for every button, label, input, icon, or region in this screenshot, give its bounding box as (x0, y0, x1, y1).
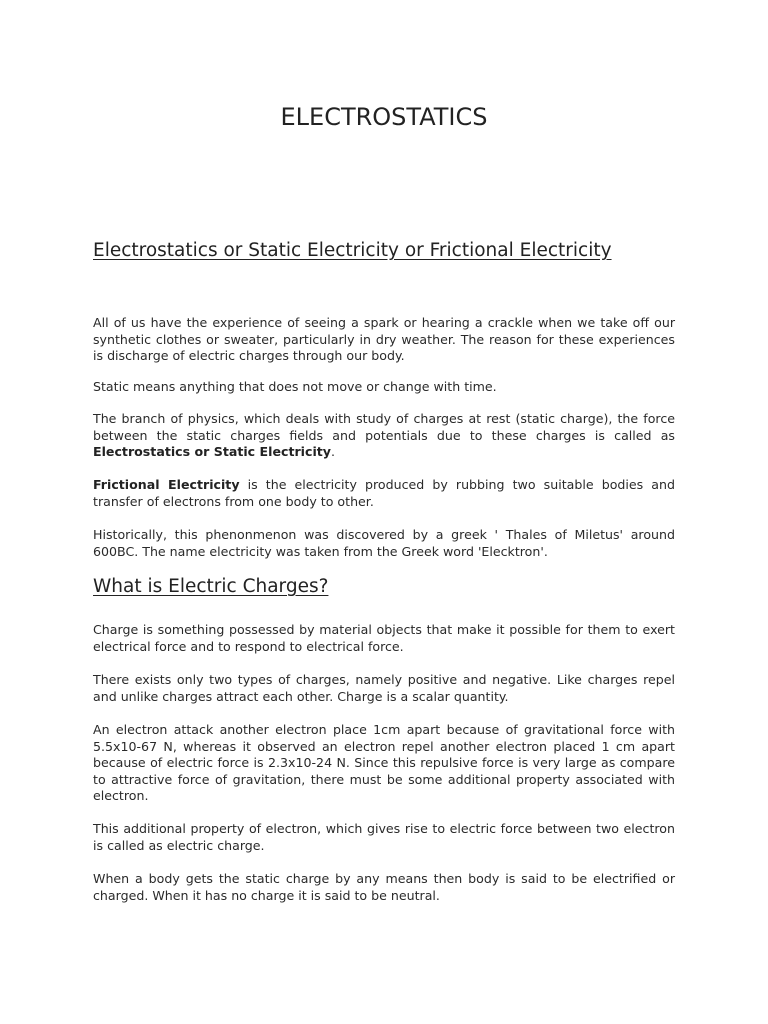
paragraph-electric-charge-property: This additional property of electron, which gives rise to electric force between two electron is called as electric charge. (93, 821, 675, 853)
paragraph-branch-of-physics (93, 411, 675, 461)
paragraph-electron-forces: An electron attack another electron place 1cm apart because of gravitational force with 5.5x10-67 N, whereas it observed an electron repel another electron placed 1 cm apart because of electric force is 2.3x10-24 N. Since this repulsive force is very large as compare to attractive force of gravitation, there must be some additional property associated with electron. (93, 722, 675, 804)
document-title: ELECTROSTATICS (280, 103, 488, 131)
term-frictional-electricity: Frictional Electricity (93, 477, 240, 492)
paragraph-branch-text: The branch of physics, which deals with study of charges at rest (static charge), the force between the static charges fields and potentials due to these charges is called as (93, 411, 675, 443)
paragraph-electrified-neutral: When a body gets the static charge by any means then body is said to be electrified or charged. When it has no charge it is said to be neutral. (93, 871, 675, 903)
paragraph-branch-end: . (331, 444, 336, 460)
paragraph-frictional-electricity (93, 477, 675, 510)
paragraph-charge-definition: Charge is something possessed by material objects that make it possible for them to exert electrical force and to respond to electrical force. (93, 622, 675, 654)
term-electrostatics: Electrostatics or Static Electricity (93, 444, 332, 460)
section-heading-electrostatics: Electrostatics or Static Electricity or Frictional Electricity (93, 240, 612, 261)
paragraph-static-definition: Static means anything that does not move or change with time. (93, 379, 497, 394)
paragraph-history: Historically, this phenonmenon was discovered by a greek ' Thales of Miletus' around 600BC. The name electricity was taken from the Greek word 'Elecktron'. (93, 527, 675, 559)
paragraph-spark-experience: All of us have the experience of seeing a spark or hearing a crackle when we take off our synthetic clothes or sweater, particularly in dry weather. The reason for these experiences is discharge of electric charges through our body. (93, 315, 675, 364)
paragraph-frictional-text: is the electricity produced by rubbing two suitable bodies and transfer of electrons from one body to other. (93, 477, 675, 509)
section-heading-electric-charges: What is Electric Charges? (93, 576, 329, 597)
paragraph-charge-types: There exists only two types of charges, namely positive and negative. Like charges repel and unlike charges attract each other. Charge is a scalar quantity. (93, 672, 675, 704)
